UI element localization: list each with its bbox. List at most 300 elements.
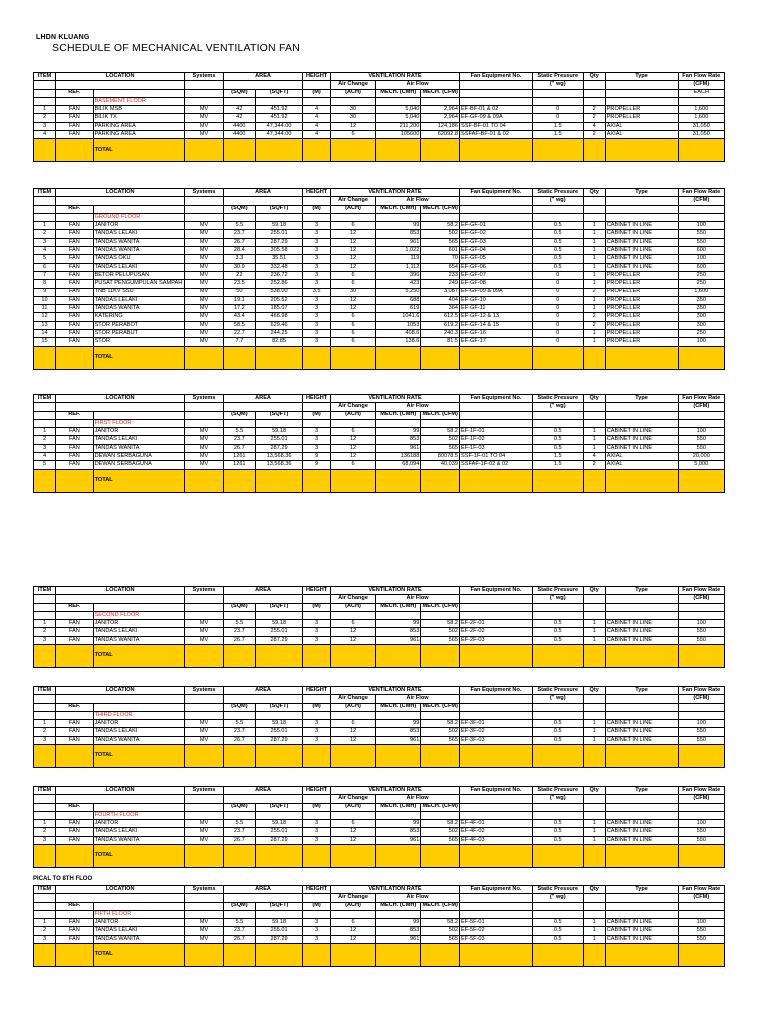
total-cell [303,845,331,868]
table-cell: 550 [678,836,724,844]
table-cell: 4 [303,122,331,130]
cell [583,213,605,221]
table-cell: 1 [583,728,605,736]
table-cell: 255.01 [255,230,302,238]
table-cell: 0 [532,313,583,321]
table-cell: 0 [532,321,583,329]
table-cell: JANITOR [93,428,185,436]
cell [330,213,375,221]
table-cell: 236.72 [255,271,302,279]
cell [223,711,255,719]
table-cell: 3 [303,247,331,255]
table-cell: 59.18 [255,919,302,927]
header-fan-flow-rate: Fan Flow Rate [678,687,724,695]
table-cell: 3 [303,222,331,230]
table-cell: 4 [583,453,605,461]
header-sqft: (SQFT) [255,411,302,419]
table-cell: 12 [330,636,375,644]
table-cell: 255.01 [255,728,302,736]
table-cell: 3 [303,263,331,271]
header-wg: (" wg) [532,81,583,89]
table-cell: 629.46 [255,321,302,329]
header-each [678,411,724,419]
table-cell: 17.2 [223,305,255,313]
table-cell: EF-1F-01 [460,428,533,436]
table-cell: 1 [583,255,605,263]
total-cell [34,745,56,768]
table-cell: 233 [421,271,460,279]
total-cell [330,346,375,369]
table-cell: EF-GF-11 [460,305,533,313]
table-row [34,114,725,122]
cell [303,213,331,221]
header-blank [460,803,533,811]
table-cell: FAN [56,114,94,122]
header-blank [34,695,56,703]
cell [583,611,605,619]
header-each [678,803,724,811]
header-blank [93,703,185,711]
table-cell: 185.07 [255,305,302,313]
table-cell: MV [185,271,224,279]
table-cell: PROPELLER [605,106,678,114]
table-cell: PARKING AREA [93,122,185,130]
header-height: HEIGHT [303,886,331,894]
header-row [34,886,725,894]
header-air-flow: Air Flow [376,894,460,902]
total-cell [605,139,678,162]
table-cell: 5 [34,461,56,469]
cell [376,910,421,918]
table-cell: 62092.8 [421,131,460,139]
table-cell: 100 [678,720,724,728]
table-cell: 287.29 [255,836,302,844]
table-cell: 600 [678,263,724,271]
header-height: HEIGHT [303,787,331,795]
header-blank [185,89,224,97]
table-cell: MV [185,255,224,263]
table-cell: 99 [376,720,421,728]
table-cell: 3 [303,935,331,943]
table-cell: 3 [303,927,331,935]
header-sqft: (SQFT) [255,902,302,910]
table-cell: 3 [303,636,331,644]
cell [421,910,460,918]
header-location: LOCATION [56,587,185,595]
floor-label-row [34,910,725,918]
total-row [34,944,725,967]
total-cell [678,645,724,668]
table-cell: FAN [56,271,94,279]
header-type: Type [605,687,678,695]
table-cell: 423 [376,280,421,288]
cell [583,711,605,719]
table-cell: 23.7 [223,436,255,444]
header-item: ITEM [34,587,56,595]
floor-label-row [34,213,725,221]
table-cell: 550 [678,736,724,744]
table-cell: EF-GF-02 [460,230,533,238]
cell [678,910,724,918]
total-cell [185,845,224,868]
header-fan-equipment: Fan Equipment No. [460,886,533,894]
total-cell [303,469,331,492]
table-cell: 26.7 [223,444,255,452]
table-cell: 6 [330,461,375,469]
table-cell: FAN [56,453,94,461]
total-cell [678,139,724,162]
header-blank [605,411,678,419]
table-cell: 6 [330,620,375,628]
table-cell: 100 [678,820,724,828]
table-cell: CABINET IN LINE [605,628,678,636]
cell [532,611,583,619]
table-cell: 601 [421,247,460,255]
header-item: ITEM [34,73,56,81]
header-blank [223,197,302,205]
header-ventilation-rate: VENTILATION RATE [330,886,459,894]
table-cell: 4400 [223,131,255,139]
table-cell: MV [185,230,224,238]
header-ach: (ACH) [330,411,375,419]
header-static-pressure: Static Pressure [532,687,583,695]
table-cell: EF-GF-14 & 15 [460,321,533,329]
table-cell: 0.5 [532,919,583,927]
table-cell: 0.5 [532,436,583,444]
table-cell: 853 [376,927,421,935]
table-cell: 255.01 [255,828,302,836]
header-qty: Qty [583,73,605,81]
header-blank [223,695,302,703]
table-cell: 3 [34,444,56,452]
table-cell: 6 [330,820,375,828]
table-cell: 12 [330,453,375,461]
total-cell [583,346,605,369]
total-cell [56,346,94,369]
table-cell: 0 [532,330,583,338]
header-fan-flow-rate: Fan Flow Rate [678,587,724,595]
table-cell: TANDAS LELAKI [93,828,185,836]
total-cell [678,469,724,492]
table-cell: 1 [583,280,605,288]
table-row [34,820,725,828]
total-cell [421,645,460,668]
header-blank [56,795,185,803]
table-cell: MV [185,820,224,828]
total-row [34,139,725,162]
table-cell: 47,344.00 [255,131,302,139]
header-item: ITEM [34,787,56,795]
table-cell: 550 [678,444,724,452]
table-cell: 1 [583,620,605,628]
header-area: AREA [223,73,302,81]
header-blank [34,205,56,213]
total-cell [678,745,724,768]
table-cell: 1 [583,628,605,636]
header-fan-equipment: Fan Equipment No. [460,587,533,595]
table-cell: 3 [34,736,56,744]
table-cell: 0.5 [532,820,583,828]
table-cell: 1 [583,238,605,246]
table-cell: EF-1F-02 [460,436,533,444]
total-cell [421,845,460,868]
table-cell: 404 [421,296,460,304]
table-cell: 1.5 [532,122,583,130]
cell [460,213,533,221]
header-static-pressure: Static Pressure [532,73,583,81]
header-blank [303,197,331,205]
table-cell: 8 [34,280,56,288]
table-cell: 305.58 [255,247,302,255]
header-row [34,197,725,205]
total-cell [255,944,302,967]
header-location: LOCATION [56,787,185,795]
header-systems: Systems [185,886,224,894]
table-cell: 5,250 [376,288,421,296]
total-cell [605,745,678,768]
header-ref: REF. [56,902,94,910]
table-cell: 255.01 [255,436,302,444]
table-cell: 0 [532,280,583,288]
table-cell: 300 [678,321,724,329]
company-name: LHDN KLUANG [36,34,90,41]
header-ref: REF. [56,89,94,97]
table-cell: 1 [34,620,56,628]
table-cell: 1053 [376,321,421,329]
table-cell: 12 [330,436,375,444]
table-cell: 0.5 [532,628,583,636]
header-air-change: Air Change [330,81,375,89]
table-cell: 124,186 [421,122,460,130]
header-row [34,403,725,411]
header-blank [605,695,678,703]
cell [255,419,302,427]
table-row [34,436,725,444]
table-cell: 3 [303,230,331,238]
total-cell [605,845,678,868]
table-row [34,280,725,288]
table-cell: 0.5 [532,828,583,836]
total-cell [532,139,583,162]
header-systems: Systems [185,73,224,81]
header-qty: Qty [583,587,605,595]
table-row [34,636,725,644]
table-cell: 565 [421,444,460,452]
table-cell: 1 [583,820,605,828]
table-cell: 853 [376,230,421,238]
table-cell: 3 [303,296,331,304]
cell [303,910,331,918]
cell [460,611,533,619]
table-cell: 1,022 [376,247,421,255]
header-blank [303,795,331,803]
header-fan-flow-rate: Fan Flow Rate [678,787,724,795]
table-cell: 43.4 [223,313,255,321]
table-cell: 396 [376,271,421,279]
table-cell: MV [185,453,224,461]
total-cell [532,745,583,768]
header-area: AREA [223,189,302,197]
table-cell: FAN [56,436,94,444]
header-blank [583,595,605,603]
table-cell: 2 [34,828,56,836]
table-cell: 22 [223,271,255,279]
table-cell: TANDAS WANITA [93,247,185,255]
header-fan-equipment: Fan Equipment No. [460,787,533,795]
table-cell: MV [185,828,224,836]
header-row [34,894,725,902]
header-row [34,695,725,703]
cell [605,213,678,221]
table-cell: FAN [56,461,94,469]
table-cell: MV [185,313,224,321]
table-cell: 2 [583,131,605,139]
schedule-table-5 [33,786,725,868]
table-row [34,296,725,304]
table-cell: FAN [56,263,94,271]
table-cell: 3 [34,836,56,844]
header-blank [460,197,533,205]
table-row [34,288,725,296]
header-mech-cmh: MECH. (CMH) [376,411,421,419]
table-cell: MV [185,720,224,728]
header-item: ITEM [34,189,56,197]
table-row [34,720,725,728]
header-mech-cfm: MECH. (CFM) [422,411,458,418]
table-cell: 1 [583,736,605,744]
total-cell [330,139,375,162]
table-cell: 28.4 [223,247,255,255]
table-row [34,728,725,736]
table-row [34,238,725,246]
cell [34,419,56,427]
floor-label-row [34,811,725,819]
table-cell: 408.6 [376,330,421,338]
header-air-change: Air Change [330,595,375,603]
total-cell [421,745,460,768]
table-cell: 6 [330,720,375,728]
cell [330,711,375,719]
header-sqm: (SQM) [223,803,255,811]
table-cell: 13,568.36 [255,453,302,461]
table-cell: DEWAN SERBAGUNA [93,461,185,469]
total-label: TOTAL [93,346,185,369]
table-cell: 502 [421,828,460,836]
header-blank [303,695,331,703]
table-cell: EF-5F-01 [460,919,533,927]
header-blank [56,595,185,603]
cell [460,419,533,427]
table-cell: 550 [678,238,724,246]
table-cell: 600 [678,247,724,255]
header-area: AREA [223,886,302,894]
header-blank [460,695,533,703]
cell [460,97,533,105]
cell [376,97,421,105]
cell [583,811,605,819]
table-cell: TANDAS LELAKI [93,296,185,304]
total-cell [376,139,421,162]
header-wg: (" wg) [532,795,583,803]
total-cell [460,645,533,668]
header-blank [583,197,605,205]
cell [255,97,302,105]
header-sqft: (SQFT) [255,89,302,97]
header-sqft: (SQFT) [255,603,302,611]
table-cell: 59.18 [255,222,302,230]
table-cell: FAN [56,628,94,636]
table-cell: CABINET IN LINE [605,820,678,828]
table-cell: MV [185,428,224,436]
table-cell: 6 [330,330,375,338]
table-cell: 612.5 [421,313,460,321]
table-cell: PROPELLER [605,114,678,122]
header-blank [605,595,678,603]
cell [605,711,678,719]
table-cell: FAN [56,305,94,313]
table-cell: 550 [678,728,724,736]
table-cell: 0.5 [532,935,583,943]
header-blank [303,595,331,603]
total-cell [605,645,678,668]
header-blank [460,894,533,902]
table-cell: 244.25 [255,330,302,338]
header-ach: (ACH) [330,703,375,711]
header-mech-cfm: MECH. (CFM) [422,205,458,212]
header-blank [605,403,678,411]
table-cell: BILIK MSB [93,106,185,114]
table-cell: 0.5 [532,927,583,935]
table-row [34,305,725,313]
header-location: LOCATION [56,189,185,197]
table-cell: TANDAS WANITA [93,305,185,313]
table-cell: 1 [583,271,605,279]
cell [56,910,94,918]
table-cell: 3 [303,321,331,329]
total-cell [460,346,533,369]
header-air-flow: Air Flow [376,595,460,603]
table-row [34,122,725,130]
table-cell: TANDAS OKU [93,255,185,263]
header-sqft: (SQFT) [255,205,302,213]
table-cell: 19.1 [223,296,255,304]
header-air-change: Air Change [330,894,375,902]
header-ventilation-rate: VENTILATION RATE [330,787,459,795]
total-cell [678,346,724,369]
header-fan-flow-rate: Fan Flow Rate [678,886,724,894]
header-fan-equipment: Fan Equipment No. [460,687,533,695]
table-cell: 3 [34,935,56,943]
total-cell [34,845,56,868]
cell [185,611,224,619]
table-cell: 26.7 [223,636,255,644]
table-cell: 35.51 [255,255,302,263]
table-cell: 12 [330,927,375,935]
header-blank [605,894,678,902]
table-cell: 332.48 [255,263,302,271]
table-cell: 364 [421,305,460,313]
table-cell: 3 [303,620,331,628]
schedule-table-3 [33,586,725,668]
table-cell: TANDAS WANITA [93,238,185,246]
table-cell: TANDAS WANITA [93,736,185,744]
table-cell: 2,964 [421,106,460,114]
table-cell: 3.3 [223,255,255,263]
table-cell: 1261 [223,461,255,469]
header-blank [605,803,678,811]
header-height: HEIGHT [303,395,331,403]
table-cell: FAN [56,720,94,728]
